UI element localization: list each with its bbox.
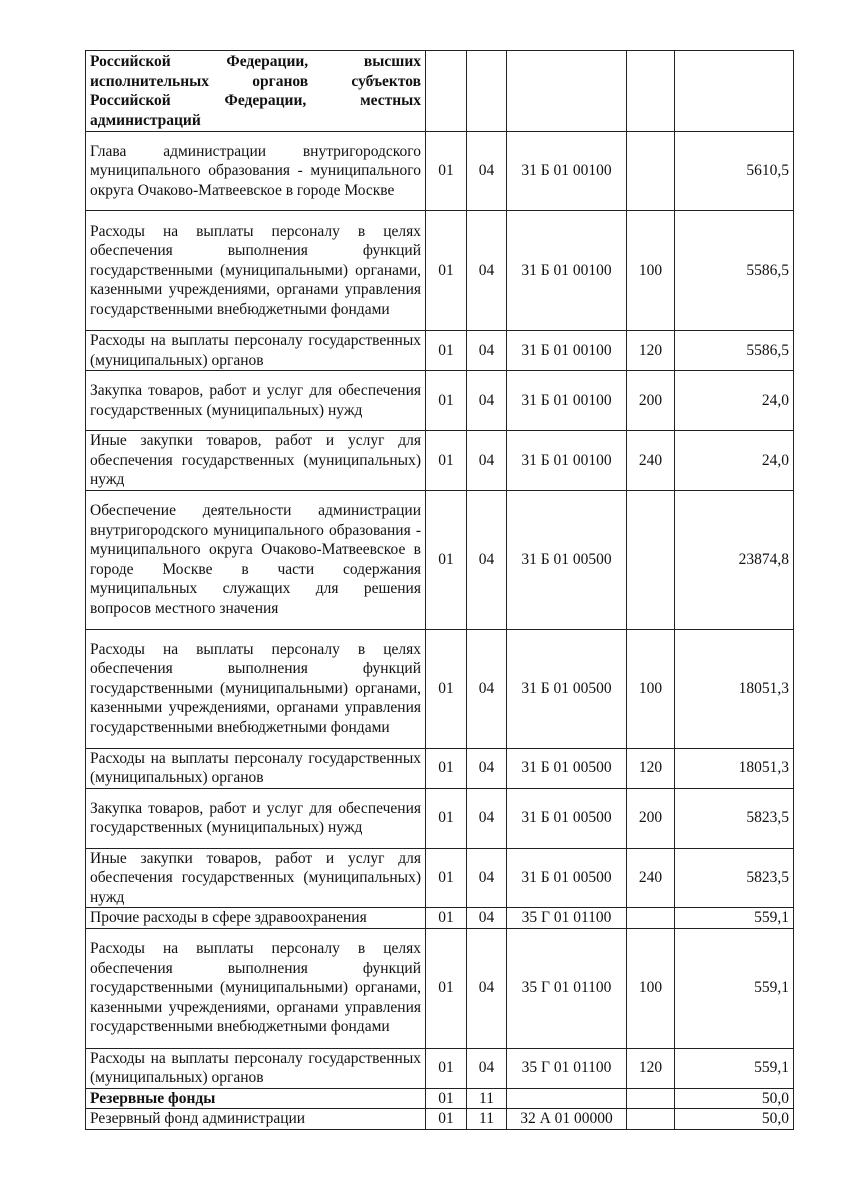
target-article-cell: 35 Г 01 01100 [507, 1048, 627, 1088]
budget-table-body [86, 51, 794, 1130]
expense-type-cell: 120 [627, 748, 675, 788]
section-cell: 01 [426, 928, 467, 1048]
expense-type-cell: 120 [627, 1048, 675, 1088]
table-row [86, 748, 794, 788]
amount-cell [675, 51, 794, 132]
target-article-cell: 31 Б 01 00100 [507, 211, 627, 331]
table-row [86, 51, 794, 132]
expense-name-cell: Резервный фонд администрации [86, 1109, 426, 1130]
expense-type-cell: 240 [627, 848, 675, 908]
target-article-cell: 31 Б 01 00500 [507, 490, 627, 629]
expense-name-cell: Прочие расходы в сфере здравоохранения [86, 908, 426, 929]
table-row [86, 431, 794, 491]
table-row [86, 1109, 794, 1130]
subsection-cell: 04 [467, 211, 507, 331]
amount-cell: 18051,3 [675, 629, 794, 748]
subsection-cell: 11 [467, 1109, 507, 1130]
subsection-cell: 04 [467, 132, 507, 211]
section-cell: 01 [426, 431, 467, 491]
budget-table [85, 50, 794, 1130]
amount-cell: 5610,5 [675, 132, 794, 211]
table-row [86, 132, 794, 211]
amount-cell: 5823,5 [675, 788, 794, 848]
target-article-cell: 31 Б 01 00500 [507, 629, 627, 748]
table-row [86, 1088, 794, 1109]
section-cell: 01 [426, 1048, 467, 1088]
section-cell: 01 [426, 371, 467, 431]
expense-name-cell: Расходы на выплаты персоналу в целях обеспечения выполнения функций государственными (муниципальными) органами, казенными учреждениями, органами управления государственными внебюджетными фондами [86, 629, 426, 748]
table-row [86, 211, 794, 331]
subsection-cell: 04 [467, 788, 507, 848]
expense-name-cell: Иные закупки товаров, работ и услуг для обеспечения государственных (муниципальных) нужд [86, 848, 426, 908]
amount-cell: 5823,5 [675, 848, 794, 908]
subsection-cell: 04 [467, 1048, 507, 1088]
amount-cell: 559,1 [675, 1048, 794, 1088]
subsection-cell: 04 [467, 629, 507, 748]
expense-type-cell: 240 [627, 431, 675, 491]
expense-name-cell: Расходы на выплаты персоналу в целях обеспечения выполнения функций государственными (муниципальными) органами, казенными учреждениями, органами управления государственными внебюджетными фондами [86, 211, 426, 331]
table-row [86, 908, 794, 929]
section-cell: 01 [426, 490, 467, 629]
expense-type-cell: 200 [627, 371, 675, 431]
subsection-cell: 04 [467, 490, 507, 629]
expense-name-cell: Российской Федерации, высших исполнительных органов субъектов Российской Федерации, местных администраций [86, 51, 426, 132]
expense-type-cell: 100 [627, 211, 675, 331]
target-article-cell: 31 Б 01 00100 [507, 431, 627, 491]
section-cell: 01 [426, 788, 467, 848]
expense-name-cell: Закупка товаров, работ и услуг для обеспечения государственных (муниципальных) нужд [86, 371, 426, 431]
expense-name-cell: Резервные фонды [86, 1088, 426, 1109]
expense-name-cell: Расходы на выплаты персоналу в целях обеспечения выполнения функций государственными (муниципальными) органами, казенными учреждениями, органами управления государственными внебюджетными фондами [86, 928, 426, 1048]
expense-type-cell [627, 1088, 675, 1109]
target-article-cell: 31 Б 01 00100 [507, 331, 627, 371]
section-cell: 01 [426, 848, 467, 908]
expense-name-cell: Расходы на выплаты персоналу государственных (муниципальных) органов [86, 331, 426, 371]
expense-name-cell: Закупка товаров, работ и услуг для обеспечения государственных (муниципальных) нужд [86, 788, 426, 848]
expense-type-cell [627, 490, 675, 629]
section-cell: 01 [426, 1109, 467, 1130]
amount-cell: 5586,5 [675, 211, 794, 331]
target-article-cell: 31 Б 01 00500 [507, 788, 627, 848]
target-article-cell: 31 Б 01 00500 [507, 748, 627, 788]
expense-type-cell [627, 51, 675, 132]
expense-name-cell: Расходы на выплаты персоналу государственных (муниципальных) органов [86, 1048, 426, 1088]
expense-type-cell: 100 [627, 928, 675, 1048]
section-cell: 01 [426, 132, 467, 211]
expense-type-cell: 100 [627, 629, 675, 748]
table-row [86, 331, 794, 371]
expense-type-cell [627, 1109, 675, 1130]
section-cell [426, 51, 467, 132]
expense-type-cell [627, 132, 675, 211]
section-cell: 01 [426, 908, 467, 929]
target-article-cell: 35 Г 01 01100 [507, 908, 627, 929]
table-row [86, 629, 794, 748]
target-article-cell: 31 Б 01 00100 [507, 371, 627, 431]
expense-name-cell: Иные закупки товаров, работ и услуг для обеспечения государственных (муниципальных) нужд [86, 431, 426, 491]
amount-cell: 24,0 [675, 431, 794, 491]
amount-cell: 24,0 [675, 371, 794, 431]
subsection-cell: 04 [467, 371, 507, 431]
amount-cell: 5586,5 [675, 331, 794, 371]
section-cell: 01 [426, 211, 467, 331]
expense-type-cell: 200 [627, 788, 675, 848]
subsection-cell: 04 [467, 848, 507, 908]
expense-name-cell: Глава администрации внутригородского муниципального образования - муниципального округа Очаково-Матвеевское в городе Москве [86, 132, 426, 211]
subsection-cell: 04 [467, 431, 507, 491]
table-row [86, 490, 794, 629]
amount-cell: 559,1 [675, 908, 794, 929]
section-cell: 01 [426, 1088, 467, 1109]
section-cell: 01 [426, 748, 467, 788]
amount-cell: 23874,8 [675, 490, 794, 629]
table-row [86, 371, 794, 431]
target-article-cell: 32 А 01 00000 [507, 1109, 627, 1130]
section-cell: 01 [426, 331, 467, 371]
expense-name-cell: Обеспечение деятельности администрации внутригородского муниципального образования - муниципального округа Очаково-Матвеевское в городе Москве в части содержания муниципальных служащих для решения вопросов местного значения [86, 490, 426, 629]
subsection-cell: 04 [467, 928, 507, 1048]
target-article-cell [507, 51, 627, 132]
subsection-cell: 04 [467, 908, 507, 929]
target-article-cell: 31 Б 01 00100 [507, 132, 627, 211]
table-row [86, 1048, 794, 1088]
table-row [86, 788, 794, 848]
amount-cell: 18051,3 [675, 748, 794, 788]
table-row [86, 928, 794, 1048]
subsection-cell: 04 [467, 748, 507, 788]
expense-type-cell: 120 [627, 331, 675, 371]
target-article-cell: 35 Г 01 01100 [507, 928, 627, 1048]
target-article-cell: 31 Б 01 00500 [507, 848, 627, 908]
amount-cell: 559,1 [675, 928, 794, 1048]
subsection-cell: 11 [467, 1088, 507, 1109]
section-cell: 01 [426, 629, 467, 748]
subsection-cell [467, 51, 507, 132]
subsection-cell: 04 [467, 331, 507, 371]
expense-name-cell: Расходы на выплаты персоналу государственных (муниципальных) органов [86, 748, 426, 788]
target-article-cell [507, 1088, 627, 1109]
expense-type-cell [627, 908, 675, 929]
amount-cell: 50,0 [675, 1109, 794, 1130]
amount-cell: 50,0 [675, 1088, 794, 1109]
table-row [86, 848, 794, 908]
